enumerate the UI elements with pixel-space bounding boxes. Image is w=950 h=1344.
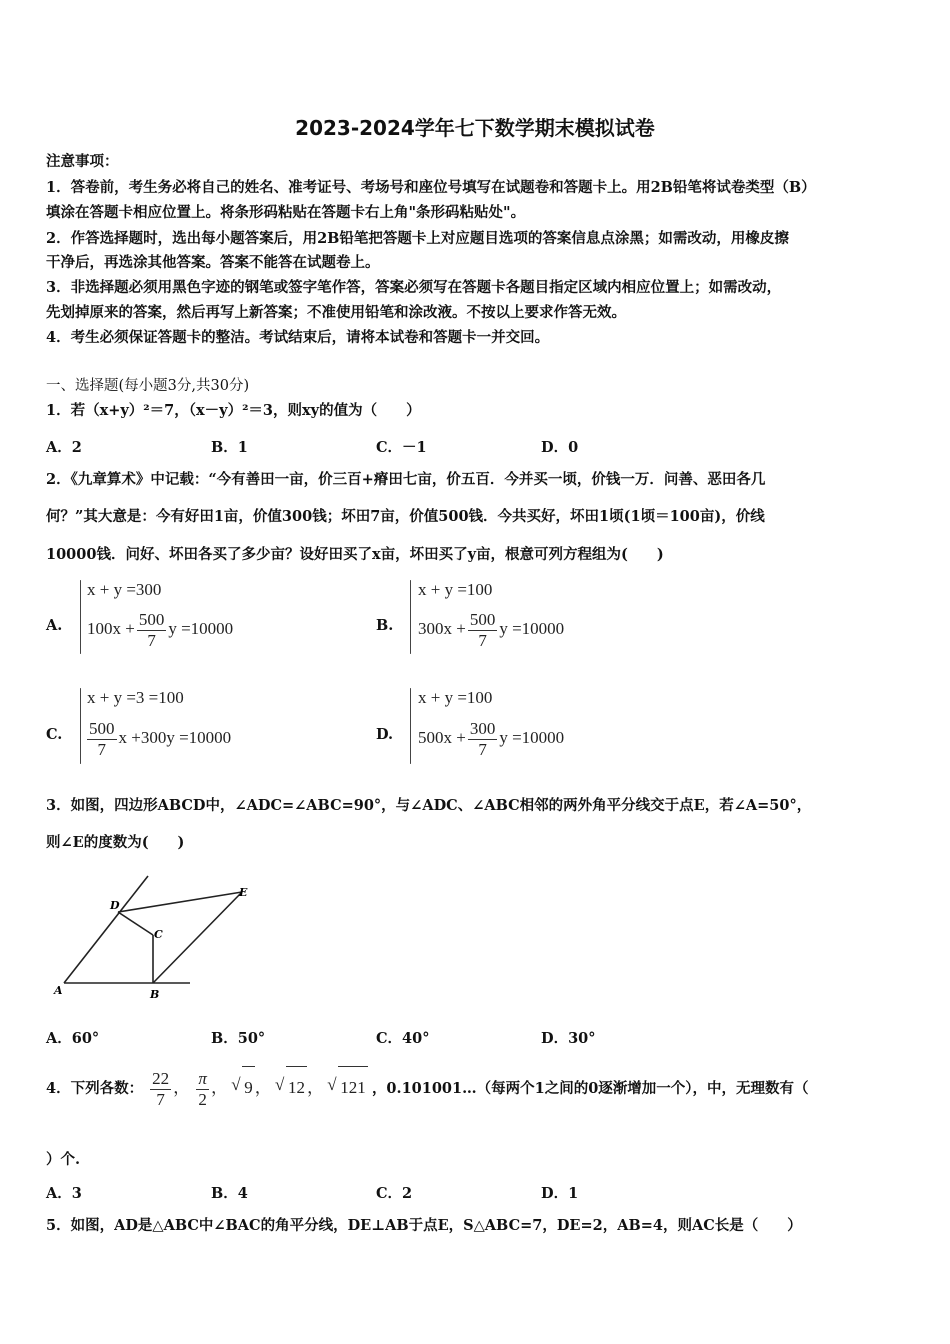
q2-option-c-eq1: x + y =3 =100 (87, 688, 184, 707)
q2-option-d-label: D. (376, 726, 394, 743)
notes-heading: 注意事项： (46, 153, 119, 170)
q2-option-c-tail: x +300y =10000 (118, 728, 232, 747)
q2-option-b-brace (410, 580, 411, 654)
q4-option-b: B．4 (211, 1185, 248, 1202)
q1-option-b: B．1 (211, 439, 248, 456)
question-5-stem: 5．如图，AD是△ABC中∠BAC的角平分线，DE⊥AB于点E，S△ABC=7，DE=2，AB=4，则AC长是（ ） (46, 1217, 802, 1234)
q2-option-a-tail: y =10000 (168, 619, 234, 638)
note-3-line-a: 3．非选择题必须用黑色字迹的钢笔或签字笔作答，答案必须写在答题卡各题目指定区域内相应位置上；如需改动， (46, 279, 782, 296)
figure-label-e: E (239, 886, 248, 899)
q1-option-a: A．2 (46, 439, 82, 456)
q4-fraction-22-7: $\frac{22}{7}$ (152, 1068, 170, 1109)
q3-option-d: D．30° (541, 1030, 596, 1047)
q2-option-c-brace (80, 688, 81, 764)
q2-option-c-eq2 (85, 717, 231, 760)
figure-label-c: C (154, 928, 163, 941)
figure-label-b: B (150, 988, 160, 1001)
question-2-line-3: 10000钱．问好、坏田各买了多少亩？设好田买了x亩，坏田买了y亩，根意可列方程组为( ) (46, 546, 664, 563)
q2-option-b-fraction: $\frac{500}{7}$ (469, 609, 496, 650)
q2-option-d-coef: 500x + (418, 728, 466, 747)
q2-option-a-brace (80, 580, 81, 654)
q4-sqrt-12: √ 12 (286, 1066, 307, 1109)
question-3-line-2: 则∠E的度数为( ) (46, 834, 185, 851)
q4-option-a: A．3 (46, 1185, 82, 1202)
q2-option-a-eq2 (87, 608, 233, 651)
section-heading: 一、选择题(每小题3分,共30分) (46, 378, 250, 394)
question-3-line-1: 3．如图，四边形ABCD中，∠ADC=∠ABC=90°，与∠ADC、∠ABC相邻的两外角平分线交于点E，若∠A=50°， (46, 797, 812, 814)
figure-label-a: A (54, 984, 63, 997)
q4-prefix: 4．下列各数： (46, 1080, 144, 1097)
question-2-line-1: 2．《九章算术》中记载：“今有善田一亩，价三百+瘠田七亩，价五百．今并买一顷，价钱一万．问善、恶田各几 (46, 471, 766, 488)
q4-sqrt-9: √ 9 (242, 1066, 255, 1109)
q2-option-b-eq2 (418, 608, 564, 651)
note-3-line-b: 先划掉原来的答案，然后再写上新答案；不准使用铅笔和涂改液。不按以上要求作答无效。 (46, 304, 626, 321)
q4-sqrt-121: √ 121 (338, 1066, 368, 1109)
q1-option-c: C．－1 (376, 439, 427, 456)
q2-option-d-eq1: x + y =100 (418, 688, 493, 707)
q2-option-a-eq1: x + y =300 (87, 580, 162, 599)
figure-line-de (118, 892, 242, 912)
question-4-line-2: ）个. (46, 1151, 81, 1168)
q2-option-d-brace (410, 688, 411, 764)
q2-option-a-fraction: $\frac{500}{7}$ (138, 609, 165, 650)
q2-option-d-tail: y =10000 (499, 728, 565, 747)
q2-option-c-fraction: $\frac{500}{7}$ (89, 718, 115, 759)
q2-option-b-tail: y =10000 (499, 619, 565, 638)
quadrilateral-figure (50, 872, 260, 1004)
q2-option-d-eq2 (418, 717, 564, 760)
q3-option-a: A．60° (46, 1030, 100, 1047)
q2-option-d-fraction: $\frac{300}{7}$ (469, 718, 496, 759)
figure-label-d: D (110, 899, 120, 912)
exam-title: 2023-2024学年七下数学期末模拟试卷 (295, 116, 655, 140)
question-2-line-2: 何？”其大意是：今有好田1亩，价值300钱；坏田7亩，价值500钱．今共买好，坏田1顷(1顷＝100亩)，价线 (46, 508, 765, 525)
q4-tail: ，0.101001…（每两个1之间的0逐渐增加一个），中，无理数有（ (371, 1080, 809, 1097)
q3-option-c: C．40° (376, 1030, 430, 1047)
q2-option-b-coef: 300x + (418, 619, 466, 638)
q4-option-c: C．2 (376, 1185, 413, 1202)
note-4: 4．考生必须保证答题卡的整洁。考试结束后，请将本试卷和答题卡一并交回。 (46, 329, 550, 346)
question-1-stem: 1．若（x+y）²＝7，（x－y）²＝3，则xy的值为（ ） (46, 402, 421, 419)
note-2-line-b: 干净后，再选涂其他答案。答案不能答在试题卷上。 (46, 254, 380, 271)
q3-option-b: B．50° (211, 1030, 266, 1047)
note-2-line-a: 2．作答选择题时，选出每小题答案后，用2B铅笔把答题卡上对应题目选项的答案信息点涂黑；如需改动，用橡皮擦 (46, 230, 789, 247)
question-4-line-1: 4．下列各数： $\frac{22}{7}$ ， $\frac{\pi}{2}$ ， √ 9 ， √ 12 ， √ 121 ，0.101001…（每两个1之间的0逐渐增加一个），中，无理数有（ (46, 1066, 809, 1110)
q4-option-d: D．1 (541, 1185, 579, 1202)
q2-option-c-label: C. (46, 726, 63, 743)
figure-line-dc (118, 912, 153, 935)
q1-option-d: D．0 (541, 439, 579, 456)
q2-option-b-eq1: x + y =100 (418, 580, 493, 599)
q2-option-a-coef: 100x + (87, 619, 135, 638)
figure-line-be (153, 892, 242, 983)
note-1-line-a: 1．答卷前，考生务必将自己的姓名、准考证号、考场号和座位号填写在试题卷和答题卡上。用2B铅笔将试卷类型（B） (46, 179, 816, 196)
q2-option-a-label: A. (46, 617, 63, 634)
q4-fraction-pi-2: $\frac{\pi}{2}$ (198, 1068, 207, 1109)
figure-line-ad (64, 876, 148, 983)
note-1-line-b: 填涂在答题卡相应位置上。将条形码粘贴在答题卡右上角"条形码粘贴处"。 (46, 204, 526, 221)
q2-option-b-label: B. (376, 617, 394, 634)
